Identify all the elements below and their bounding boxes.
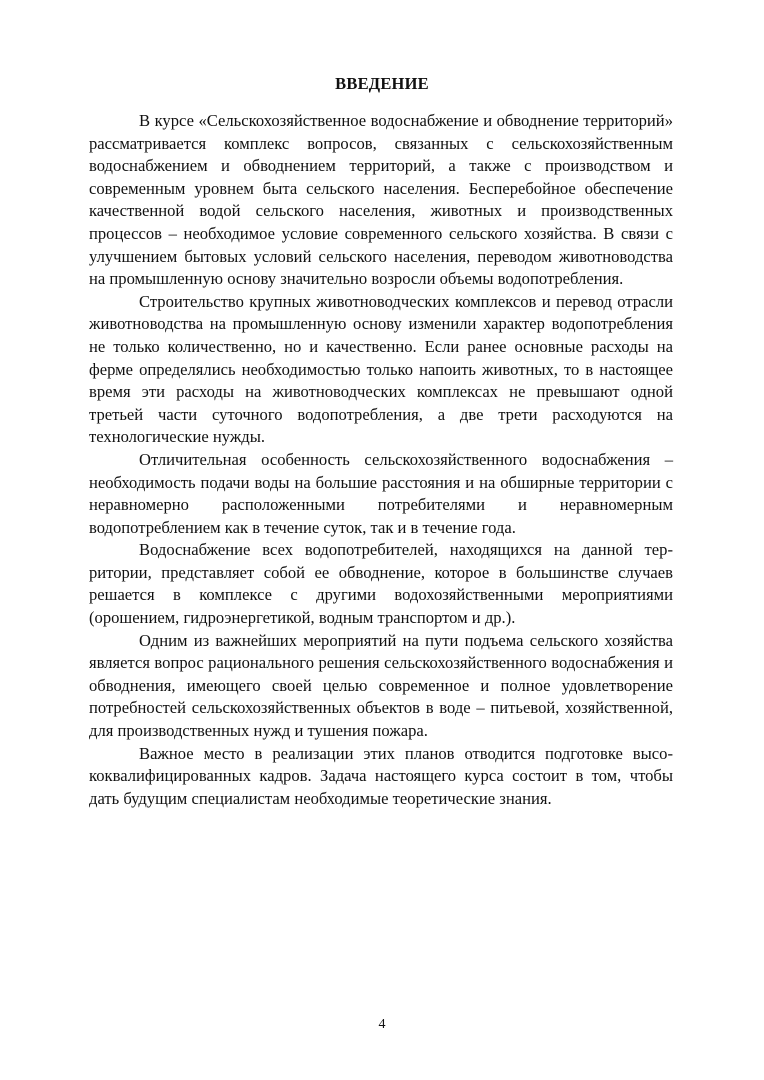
- paragraph-6: Важное место в реализации этих планов отводится подготовке высококвалифицированных кадров. Задача настоящего курса состоит в том, чтобы дать будущим специалистам необходимые теоретические знания.: [89, 743, 673, 808]
- paragraph-3: Отличительная особенность сельскохозяйственного водоснабжения – необходимость подачи воды на большие расстояния и на обширные территории с неравномерно расположенными потребителями и неравномерным водопотреблением как в течение суток, так и в течение года.: [89, 449, 673, 537]
- page-number: 4: [378, 1017, 386, 1032]
- page-title: ВВЕДЕНИЕ: [335, 74, 429, 93]
- paragraph-4: Водоснабжение всех водопотребителей, находящихся на данной территории, представляет собой ее обводнение, которое в большинстве случаев решается в комплексе с другими водохозяйственными мероприятиями (орошением, гидроэнергетикой, водным транспортом и др.).: [89, 540, 673, 628]
- paragraph-5: Одним из важнейших мероприятий на пути подъема сельского хозяйства является вопрос рационального решения сельскохозяйственного водоснабжения и обводнения, имеющего своей целью современное и полное удовлетворение потребностей сельскохозяйственных объектов в воде – питьевой, хозяйственной, для производственных нужд и тушения пожара.: [89, 630, 673, 741]
- paragraph-1: В курсе «Сельскохозяйственное водоснабжение и обводнение территорий» рассматривается комплекс вопросов, связанных с сельскохозяйственным водоснабжением и обводнением территорий, а также с производством и современным уровнем быта сельского населения. Бесперебойное обеспечение качественной водой сельского населения, животных и производственных процессов – необходимое условие современного сельского хозяйства. В связи с улучшением бытовых условий сельского населения, переводом животноводства на промышленную основу значительно возросли объемы водопотребления.: [89, 111, 673, 289]
- paragraph-2: Строительство крупных животноводческих комплексов и перевод отрасли животноводства на промышленную основу изменили характер водопотребления не только количественно, но и качественно. Если ранее основные расходы на ферме определялись необходимостью только напоить животных, то в настоящее время эти расходы на животноводческих комплексах не превышают одной третьей части суточного водопотребления, а две трети расходуются на технологические нужды.: [89, 291, 673, 447]
- body-text: [89, 110, 673, 810]
